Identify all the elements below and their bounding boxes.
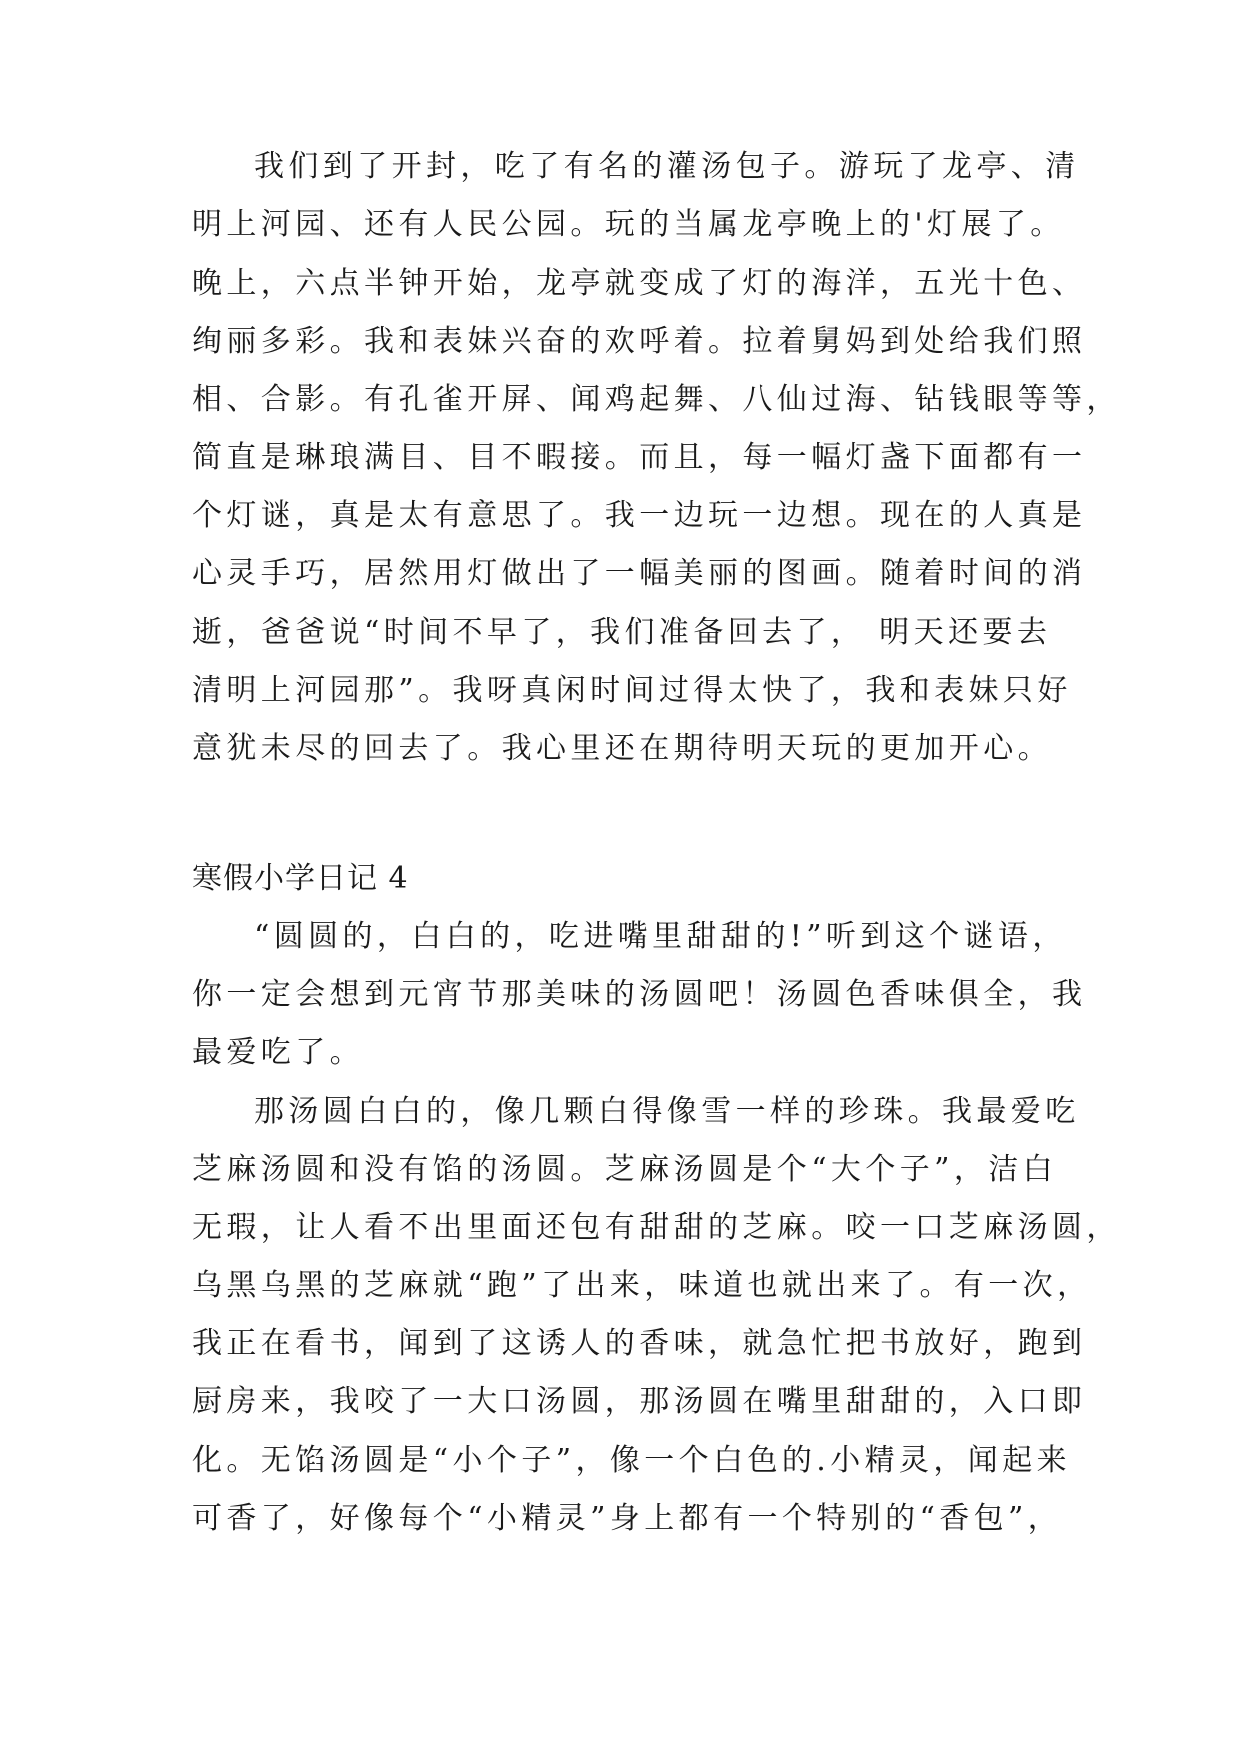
paragraph-1-line-5: 相、合影。有孔雀开屏、闻鸡起舞、八仙过海、钻钱眼等等， [192, 382, 1121, 417]
paragraph-1-line-3: 晚上，六点半钟开始，龙亭就变成了灯的海洋，五光十色、 [192, 266, 1087, 301]
section-heading: 寒假小学日记 4 [192, 861, 409, 896]
paragraph-3-line-6: 厨房来，我咬了一大口汤圆，那汤圆在嘴里甜甜的，入口即 [192, 1384, 1087, 1419]
paragraph-3-line-7: 化。无馅汤圆是“小个子”，像一个白色的.小精灵，闻起来 [192, 1443, 1072, 1478]
paragraph-3-line-8: 可香了，好像每个“小精灵”身上都有一个特别的“香包”， [192, 1501, 1063, 1536]
paragraph-3-line-1: 那汤圆白白的，像几颗白得像雪一样的珍珠。我最爱吃 [254, 1094, 1080, 1129]
paragraph-1-line-8: 心灵手巧，居然用灯做出了一幅美丽的图画。随着时间的消 [192, 556, 1087, 591]
paragraph-1-line-10: 清明上河园那”。我呀真闲时间过得太快了，我和表妹只好 [192, 673, 1072, 708]
paragraph-3-line-3: 无瑕，让人看不出里面还包有甜甜的芝麻。咬一口芝麻汤圆， [192, 1210, 1121, 1245]
paragraph-3-line-4: 乌黑乌黑的芝麻就“跑”了出来，味道也就出来了。有一次， [192, 1268, 1092, 1303]
paragraph-1-line-9: 逝，爸爸说“时间不早了，我们准备回去了， 明天还要去 [192, 615, 1052, 650]
paragraph-2-line-1: “圆圆的，白白的，吃进嘴里甜甜的!”听到这个谜语， [254, 919, 1067, 954]
paragraph-1-line-2: 明上河园、还有人民公园。玩的当属龙亭晚上的'灯展了。 [192, 207, 1065, 242]
paragraph-1-line-7: 个灯谜，真是太有意思了。我一边玩一边想。现在的人真是 [192, 498, 1087, 533]
paragraph-2-line-2: 你一定会想到元宵节那美味的汤圆吧！汤圆色香味俱全，我 [192, 977, 1087, 1012]
paragraph-2-line-3: 最爱吃了。 [192, 1035, 364, 1070]
paragraph-1-line-6: 简直是琳琅满目、目不暇接。而且，每一幅灯盏下面都有一 [192, 440, 1087, 475]
paragraph-3-line-5: 我正在看书，闻到了这诱人的香味，就急忙把书放好，跑到 [192, 1326, 1087, 1361]
paragraph-1-line-11: 意犹未尽的回去了。我心里还在期待明天玩的更加开心。 [192, 731, 1052, 766]
paragraph-1-line-1: 我们到了开封，吃了有名的灌汤包子。游玩了龙亭、清 [254, 149, 1080, 184]
paragraph-1-line-4: 绚丽多彩。我和表妹兴奋的欢呼着。拉着舅妈到处给我们照 [192, 324, 1087, 359]
paragraph-3-line-2: 芝麻汤圆和没有馅的汤圆。芝麻汤圆是个“大个子”，洁白 [192, 1152, 1058, 1187]
